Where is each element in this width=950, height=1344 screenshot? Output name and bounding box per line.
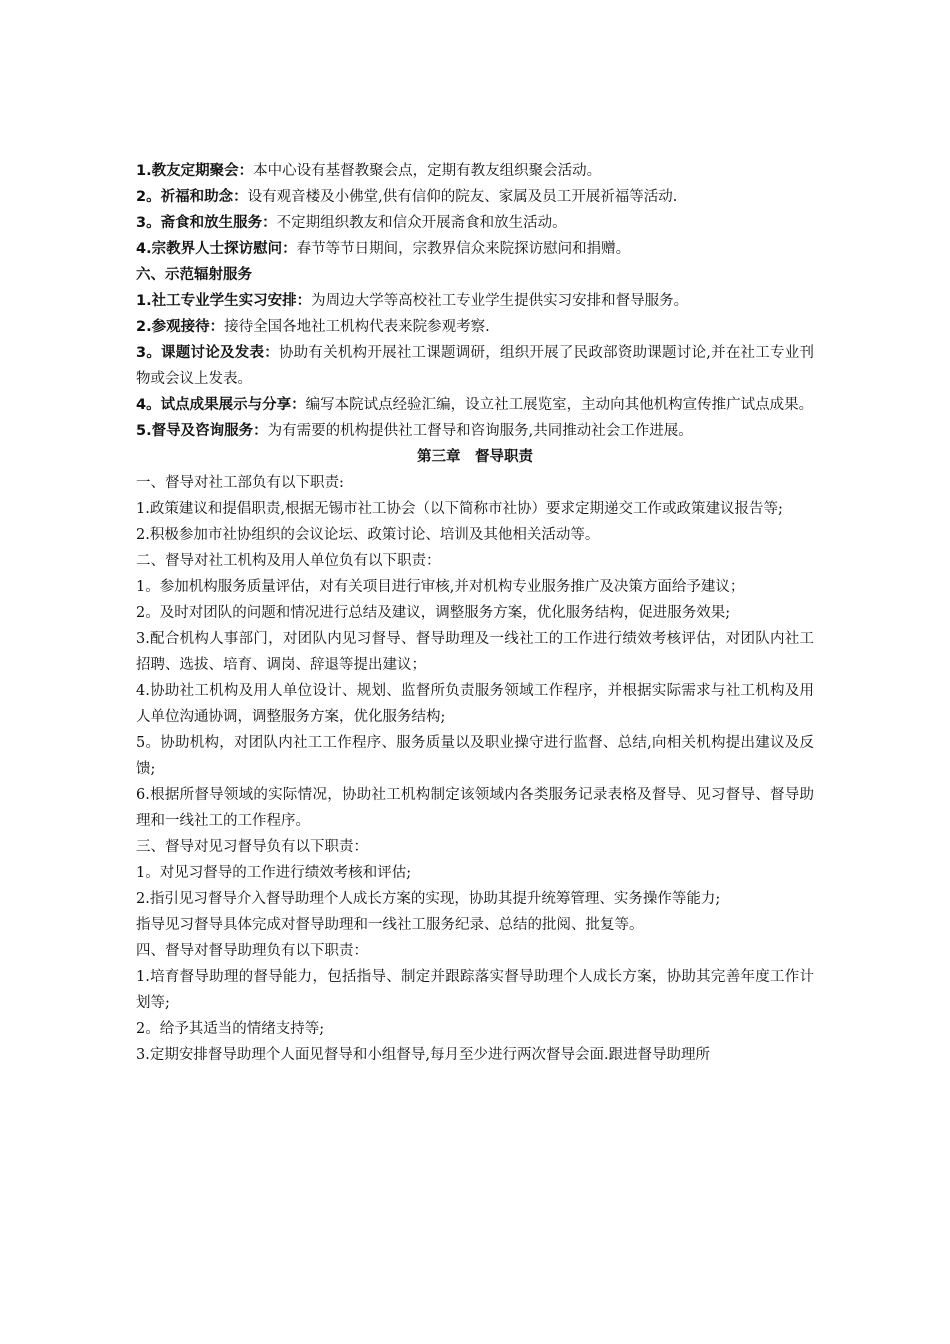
item-label: 2.参观接待：	[136, 319, 225, 335]
item-supervision-consult	[136, 418, 814, 444]
item-text: 为有需要的机构提供社工督导和咨询服务,共同推动社会工作进展。	[267, 423, 693, 439]
item-internship	[136, 288, 814, 314]
paragraph: 四、督导对督导助理负有以下职责：	[136, 943, 368, 959]
item-text: 本中心设有基督教聚会点，定期有教友组织聚会活动。	[253, 163, 602, 179]
item-text: 协助有关机构开展社工课题调研，组织开展了民政部资助课题讨论,并在社工专业刊物或会议上发表。	[136, 345, 814, 387]
item-label: 3。斋食和放生服务：	[136, 215, 277, 231]
paragraph: 2.指引见习督导介入督导助理个人成长方案的实现，协助其提升统筹管理、实务操作等能力;	[136, 891, 721, 907]
paragraph: 三、督导对见习督导负有以下职责：	[136, 839, 368, 855]
document-page	[136, 158, 814, 1068]
paragraph: 6.根据所督导领域的实际情况，协助社工机构制定该领域内各类服务记录表格及督导、见习督导、督导助理和一线社工的工作程序。	[136, 787, 814, 829]
chapter-title: 第三章 督导职责	[417, 449, 533, 465]
paragraph: 1。参加机构服务质量评估，对有关项目进行审核,并对机构专业服务推广及决策方面给予建议；	[136, 579, 745, 595]
item-pilot-share	[136, 392, 814, 418]
item-religious-visit	[136, 236, 814, 262]
item-text: 设有观音楼及小佛堂,供有信仰的院友、家属及员工开展祈福等活动.	[247, 189, 678, 205]
item-text: 接待全国各地社工机构代表来院参观考察.	[224, 319, 490, 335]
paragraph: 一、督导对社工部负有以下职责:	[136, 475, 344, 491]
item-text: 不定期组织教友和信众开展斋食和放生活动。	[276, 215, 567, 231]
item-label: 4。试点成果展示与分享：	[136, 397, 306, 413]
paragraph: 1。对见习督导的工作进行绩效考核和评估;	[136, 865, 412, 881]
item-label: 5.督导及咨询服务：	[136, 423, 268, 439]
paragraph: 4.协助社工机构及用人单位设计、规划、监督所负责服务领域工作程序，并根据实际需求与社工机构及用人单位沟通协调，调整服务方案，优化服务结构;	[136, 683, 814, 725]
item-text: 为周边大学等高校社工专业学生提供实习安排和督导服务。	[311, 293, 689, 309]
item-label: 2。祈福和助念：	[136, 189, 248, 205]
item-faith-gathering	[136, 158, 814, 184]
item-label: 3。课题讨论及发表：	[136, 345, 279, 361]
paragraph: 2。及时对团队的问题和情况进行总结及建议，调整服务方案，优化服务结构，促进服务效果;	[136, 605, 731, 621]
item-reception	[136, 314, 814, 340]
item-prayer	[136, 184, 814, 210]
item-vegetarian-release	[136, 210, 814, 236]
item-text: 编写本院试点经验汇编，设立社工展览室，主动向其他机构宣传推广试点成果。	[305, 397, 814, 413]
item-label: 1.社工专业学生实习安排：	[136, 293, 312, 309]
paragraph: 3.定期安排督导助理个人面见督导和小组督导,每月至少进行两次督导会面.跟进督导助理所	[136, 1047, 711, 1063]
paragraph: 1.政策建议和提倡职责,根据无锡市社工协会（以下简称市社协）要求定期递交工作或政策建议报告等;	[136, 501, 783, 517]
item-research	[136, 340, 814, 392]
item-text: 春节等节日期间，宗教界信众来院探访慰问和捐赠。	[296, 241, 631, 257]
paragraph: 指导见习督导具体完成对督导助理和一线社工服务纪录、总结的批阅、批复等。	[136, 917, 644, 933]
item-label: 1.教友定期聚会：	[136, 163, 254, 179]
paragraph: 2.积极参加市社协组织的会议论坛、政策讨论、培训及其他相关活动等。	[136, 527, 600, 543]
item-label: 4.宗教界人士探访慰问：	[136, 241, 297, 257]
paragraph: 5。协助机构，对团队内社工工作程序、服务质量以及职业操守进行监督、总结,向相关机构提出建议及反馈;	[136, 735, 814, 777]
paragraph: 3.配合机构人事部门，对团队内见习督导、督导助理及一线社工的工作进行绩效考核评估，对团队内社工招聘、选拔、培育、调岗、辞退等提出建议；	[136, 631, 814, 673]
section-heading-demo-service: 六、示范辐射服务	[136, 267, 252, 283]
paragraph: 1.培育督导助理的督导能力，包括指导、制定并跟踪落实督导助理个人成长方案，协助其完善年度工作计划等;	[136, 969, 814, 1011]
paragraph: 二、督导对社工机构及用人单位负有以下职责：	[136, 553, 441, 569]
paragraph: 2。给予其适当的情绪支持等;	[136, 1021, 325, 1037]
